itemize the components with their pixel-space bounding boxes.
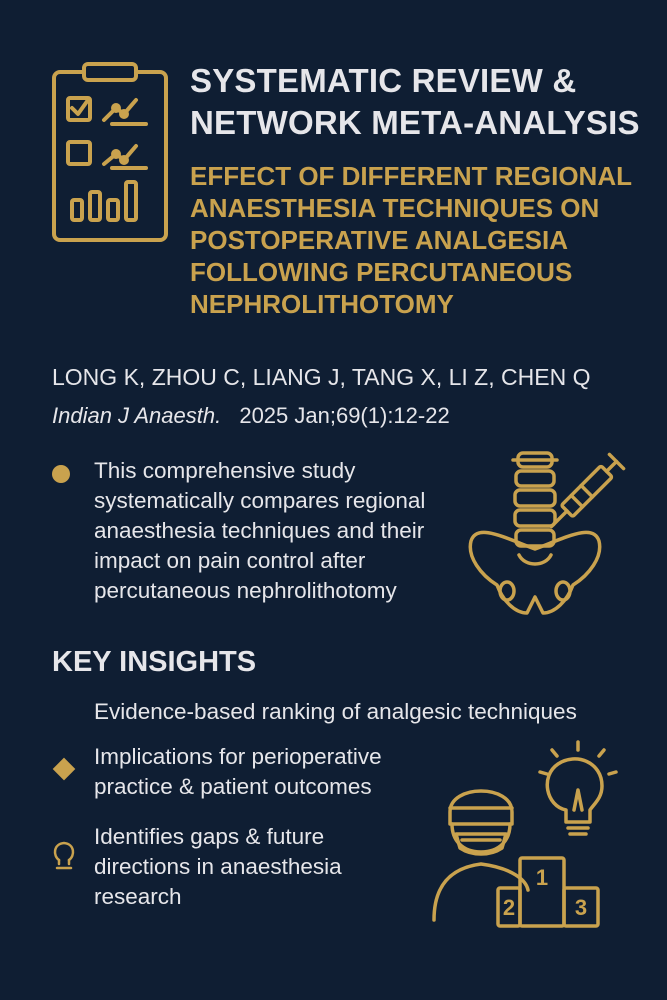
subtitle-line: POSTOPERATIVE ANALGESIA [190,225,569,255]
clinician-lightbulb-podium-icon [430,740,630,930]
summary-text [94,456,474,606]
lightbulb-icon [52,838,76,874]
bullet-dot-icon [52,465,70,483]
podium-second-label: 2 [502,895,516,920]
clipboard-checklist-icon [50,62,170,244]
article-subtitle [190,160,660,320]
subtitle-line: FOLLOWING PERCUTANEOUS [190,257,573,287]
authors: LONG K, ZHOU C, LIANG J, TANG X, LI Z, CHEN Q [52,364,591,390]
insight-line: directions in anaesthesia [94,854,342,879]
podium-first-label: 1 [535,865,549,890]
diamond-icon [53,758,76,781]
subtitle-line: EFFECT OF DIFFERENT REGIONAL [190,161,632,191]
summary-line: percutaneous nephrolithotomy [94,578,397,603]
summary-line: anaesthesia techniques and their [94,518,425,543]
insight-line: Identifies gaps & future [94,824,325,849]
insight-line: Implications for perioperative [94,744,382,769]
podium-third-label: 3 [574,895,588,920]
citation-line [52,403,450,429]
summary-line: impact on pain control after [94,548,366,573]
insight-line: research [94,884,182,909]
summary-line: This comprehensive study [94,458,356,483]
insight-line: practice & patient outcomes [94,774,372,799]
insight-line: Evidence-based ranking of analgesic techniques [94,699,577,724]
summary-line: systematically compares regional [94,488,426,513]
subtitle-line: NEPHROLITHOTOMY [190,289,454,319]
page-title [190,60,660,144]
spine-pelvis-syringe-icon [463,445,633,620]
insight-item [94,697,577,727]
insight-item [94,742,382,802]
insight-item [94,822,342,912]
publication-details: 2025 Jan;69(1):12-22 [239,403,450,428]
subtitle-line: ANAESTHESIA TECHNIQUES ON [190,193,600,223]
journal-name: Indian J Anaesth. [52,403,222,428]
title-line: NETWORK META-ANALYSIS [190,104,640,141]
key-insights-heading: KEY INSIGHTS [52,646,257,678]
title-line: SYSTEMATIC REVIEW & [190,62,577,99]
